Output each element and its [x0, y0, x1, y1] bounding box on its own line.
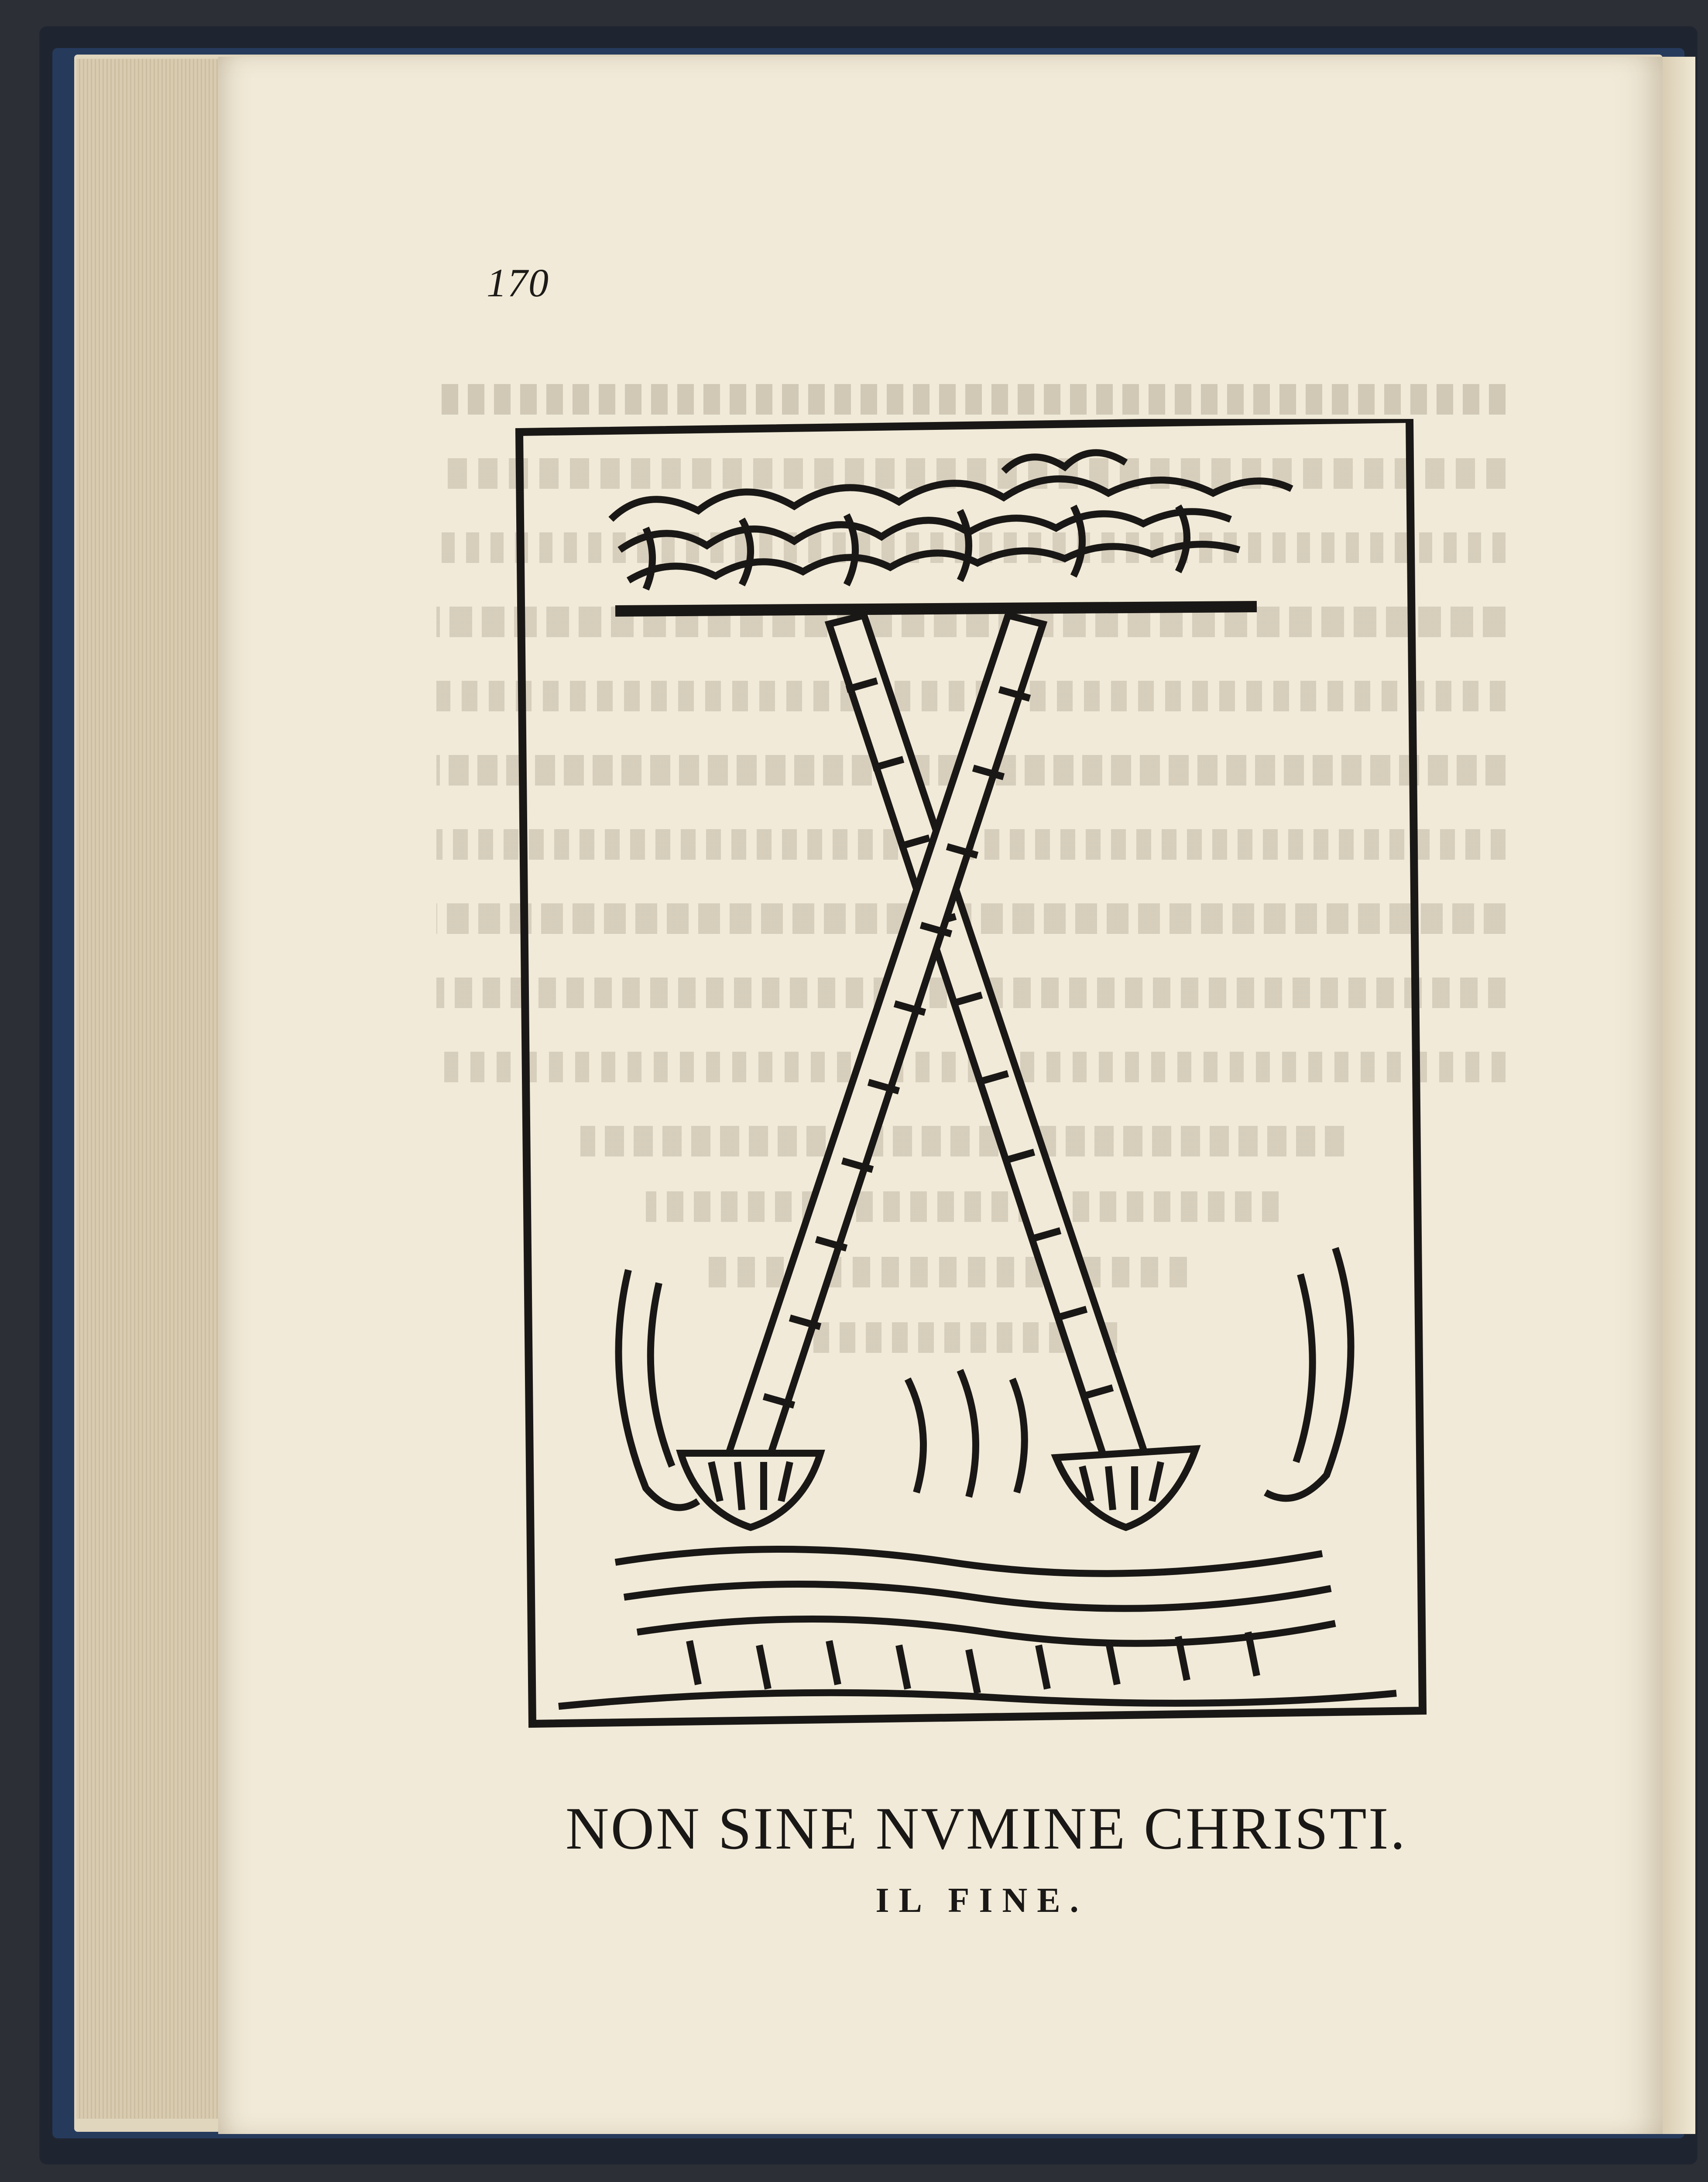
- gutter: [1663, 57, 1695, 2134]
- closing-text: IL FINE.: [875, 1881, 1088, 1920]
- upper-cloud: [611, 453, 1292, 611]
- page-edges: [76, 59, 226, 2119]
- woodcut-illustration: [515, 419, 1436, 1737]
- page-number: 170: [487, 261, 549, 305]
- motto-caption: NON SINE NVMINE CHRISTI.: [565, 1795, 1407, 1862]
- lower-flames: [559, 1248, 1396, 1706]
